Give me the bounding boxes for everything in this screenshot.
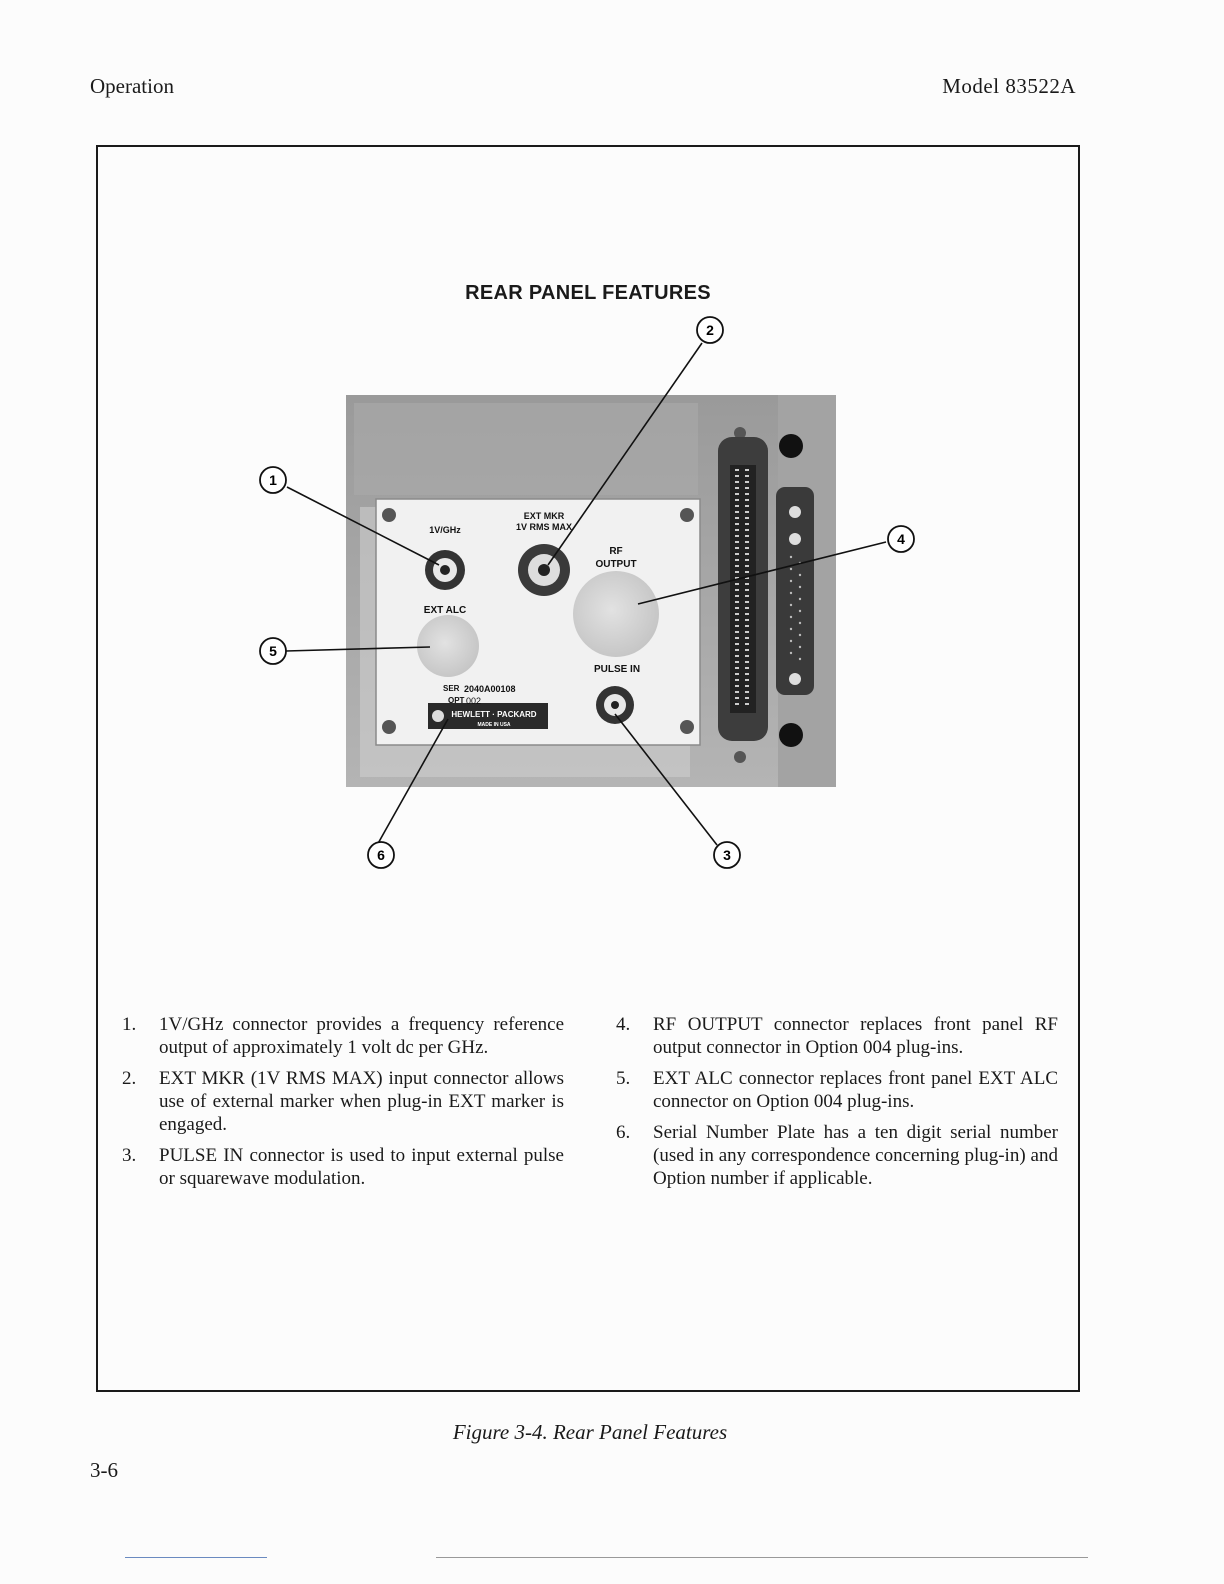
callout-5	[260, 638, 286, 664]
connector-pin	[745, 631, 749, 633]
connector-pin	[745, 673, 749, 675]
connector-pin	[745, 667, 749, 669]
connector-pin	[735, 679, 739, 681]
callout-6	[368, 842, 394, 868]
connector-pin	[735, 487, 739, 489]
rf-output-blank-plate	[573, 571, 659, 657]
mount-hole	[779, 434, 803, 458]
callout-2-number: 2	[706, 322, 714, 338]
feature-item-6	[614, 1121, 1058, 1190]
connector-pin	[745, 649, 749, 651]
connector-pin	[799, 658, 801, 660]
connector-pin	[745, 703, 749, 705]
connector-pin	[799, 574, 801, 576]
connector-pin	[745, 655, 749, 657]
connector-pin	[745, 589, 749, 591]
connector-pin	[735, 697, 739, 699]
connector-pin	[735, 607, 739, 609]
connector-pin	[790, 568, 792, 570]
connector-pin	[735, 493, 739, 495]
footer-rule-right	[436, 1557, 1088, 1558]
brand-name: HEWLETT · PACKARD	[451, 710, 537, 719]
connector-pin	[790, 580, 792, 582]
feature-item-1	[120, 1013, 564, 1059]
callout-2	[697, 317, 723, 343]
callout-6-number: 6	[377, 847, 385, 863]
connector-pin	[745, 547, 749, 549]
connector-pin	[735, 625, 739, 627]
connector-pin	[745, 559, 749, 561]
connector-pin	[745, 535, 749, 537]
connector-pin	[735, 511, 739, 513]
callout-3	[714, 842, 740, 868]
connector-pin	[735, 481, 739, 483]
connector-pin	[745, 481, 749, 483]
connector-pin	[799, 646, 801, 648]
feature-text: EXT ALC connector replaces front panel EXT ALC connector on Option 004 plug-ins.	[653, 1068, 1058, 1112]
connector-pin	[735, 583, 739, 585]
page-number: 3-6	[90, 1458, 118, 1482]
feature-number: 4.	[616, 1014, 631, 1035]
connector-pin	[735, 541, 739, 543]
label-rf-1: RF	[609, 546, 623, 557]
connector-pin	[799, 622, 801, 624]
rear-panel-illustration	[98, 147, 1078, 1390]
connector-pin	[735, 595, 739, 597]
connector-pin	[790, 640, 792, 642]
connector-pin	[745, 601, 749, 603]
figure-title: REAR PANEL FEATURES	[465, 282, 711, 304]
connector-pin	[745, 691, 749, 693]
connector-pin	[745, 571, 749, 573]
connector-pin	[735, 565, 739, 567]
label-v-ghz: 1V/GHz	[429, 525, 461, 535]
serial-value: 2040A00108	[464, 684, 516, 694]
connector-pin	[745, 619, 749, 621]
callout-4	[888, 526, 914, 552]
d-sub-connector	[776, 487, 814, 695]
connector-pin	[735, 553, 739, 555]
ribbon-connector	[718, 437, 768, 741]
connector-pin	[745, 487, 749, 489]
connector-pin	[799, 610, 801, 612]
connector-pin	[745, 643, 749, 645]
connector-pin	[745, 499, 749, 501]
feature-number: 1.	[122, 1014, 137, 1035]
pulse-in-connector	[596, 686, 634, 724]
connector-pin	[735, 643, 739, 645]
connector-pin	[745, 469, 749, 471]
connector-pin	[745, 517, 749, 519]
connector-pin	[799, 634, 801, 636]
feature-item-2	[120, 1067, 564, 1136]
connector-pin	[745, 697, 749, 699]
callout-5-number: 5	[269, 643, 277, 659]
connector-pin	[735, 655, 739, 657]
connector-pin	[745, 625, 749, 627]
connector-pin	[735, 559, 739, 561]
connector-pin	[799, 598, 801, 600]
footer-rule-left	[125, 1557, 267, 1558]
ext-alc-blank-plate	[417, 615, 479, 677]
connector-pin	[745, 613, 749, 615]
connector-pin	[735, 499, 739, 501]
connector-pin	[745, 493, 749, 495]
feature-item-3	[120, 1144, 564, 1190]
connector-pin	[745, 565, 749, 567]
connector-pin	[735, 631, 739, 633]
figure-frame	[96, 145, 1080, 1392]
feature-text: 1V/GHz connector provides a frequency reference output of approximately 1 volt dc per GHz.	[159, 1014, 564, 1058]
connector-pin	[745, 661, 749, 663]
header-model: Model 83522A	[942, 74, 1076, 98]
connector-pin	[735, 661, 739, 663]
connector-pin	[735, 685, 739, 687]
connector-pin	[745, 595, 749, 597]
connector-pin	[735, 505, 739, 507]
header-section: Operation	[90, 74, 174, 98]
connector-pin	[735, 691, 739, 693]
mount-hole	[779, 723, 803, 747]
feature-number: 3.	[122, 1145, 137, 1166]
feature-list-left	[120, 1013, 564, 1198]
connector-pin	[745, 553, 749, 555]
connector-pin	[735, 475, 739, 477]
label-ext-mkr-1: EXT MKR	[523, 511, 565, 521]
connector-pin	[735, 529, 739, 531]
feature-item-4	[614, 1013, 1058, 1059]
feature-text: PULSE IN connector is used to input external pulse or squarewave modulation.	[159, 1145, 564, 1189]
connector-pin	[745, 505, 749, 507]
connector-pin	[735, 703, 739, 705]
connector-pin	[735, 601, 739, 603]
connector-pin	[735, 649, 739, 651]
callout-3-number: 3	[723, 847, 731, 863]
serial-label: SER	[443, 684, 460, 693]
connector-pin	[735, 517, 739, 519]
connector-pin	[745, 523, 749, 525]
connector-pin	[735, 667, 739, 669]
feature-text: Serial Number Plate has a ten digit serial number (used in any correspondence concerning plug-in) and Option number if applicable.	[653, 1122, 1058, 1189]
connector-pin	[745, 475, 749, 477]
connector-pin	[790, 628, 792, 630]
option-label: OPT	[448, 696, 465, 705]
option-value: 002	[466, 696, 482, 706]
connector-pin	[735, 613, 739, 615]
label-ext-mkr-2: 1V RMS MAX	[515, 522, 573, 532]
feature-text: RF OUTPUT connector replaces front panel RF output connector in Option 004 plug-ins.	[653, 1014, 1058, 1058]
connector-pin	[735, 571, 739, 573]
connector-pin	[735, 535, 739, 537]
connector-pin	[790, 592, 792, 594]
connector-pin	[745, 679, 749, 681]
label-ext-alc: EXT ALC	[423, 605, 467, 616]
connector-pin	[735, 547, 739, 549]
connector-pin	[735, 589, 739, 591]
callout-1-number: 1	[269, 472, 277, 488]
connector-pin	[735, 523, 739, 525]
v-ghz-connector	[425, 550, 465, 590]
made-in-usa: MADE IN USA	[477, 722, 511, 728]
callout-4-number: 4	[897, 531, 905, 547]
connector-pin	[735, 619, 739, 621]
connector-pin	[745, 637, 749, 639]
connector-pin	[790, 556, 792, 558]
connector-pin	[799, 586, 801, 588]
panel-photo	[346, 395, 836, 787]
connector-pin	[745, 511, 749, 513]
connector-pin	[790, 604, 792, 606]
ext-mkr-connector	[518, 544, 570, 596]
feature-text: EXT MKR (1V RMS MAX) input connector allows use of external marker when plug-in EXT marker is engaged.	[159, 1068, 564, 1135]
feature-number: 2.	[122, 1068, 137, 1089]
callout-1	[260, 467, 286, 493]
label-rf-2: OUTPUT	[595, 559, 637, 570]
figure-caption: Figure 3-4. Rear Panel Features	[452, 1420, 728, 1444]
connector-pin	[735, 637, 739, 639]
connector-pin	[745, 607, 749, 609]
feature-list-right	[614, 1013, 1058, 1198]
feature-number: 6.	[616, 1122, 631, 1143]
connector-pin	[790, 652, 792, 654]
connector-pin	[745, 583, 749, 585]
connector-pin	[745, 529, 749, 531]
label-pulse-in: PULSE IN	[593, 664, 641, 675]
connector-pin	[745, 541, 749, 543]
connector-pin	[735, 469, 739, 471]
feature-number: 5.	[616, 1068, 631, 1089]
connector-pin	[735, 673, 739, 675]
connector-pin	[790, 616, 792, 618]
connector-pin	[745, 685, 749, 687]
feature-item-5	[614, 1067, 1058, 1113]
